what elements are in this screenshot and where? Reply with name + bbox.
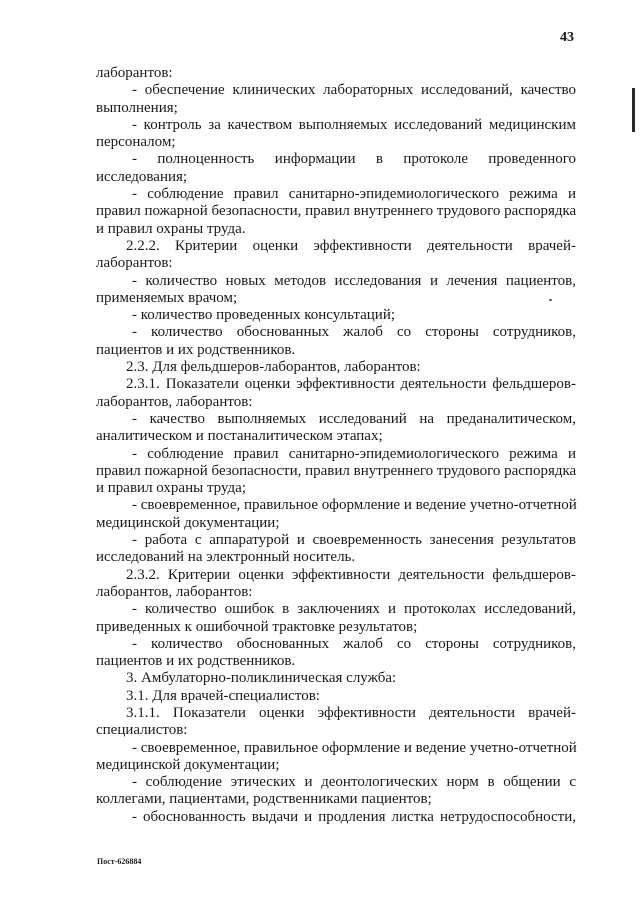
text-line: применяемых врачом;: [96, 289, 238, 306]
text-line: 3.1. Для врачей-специалистов:: [126, 687, 320, 704]
text-line: коллегами, пациентами, родственниками пациентов;: [96, 791, 432, 808]
text-line: лаборантов:: [96, 65, 173, 81]
text-line: исследования;: [96, 168, 188, 185]
text-line: - соблюдение правил санитарно-эпидемиологического режима и: [132, 445, 576, 462]
text-line: медицинской документации;: [96, 756, 280, 773]
text-line: 2.3.1. Показатели оценки эффективности деятельности фельдшеров-: [126, 376, 576, 393]
text-line: - полноценность информации в протоколе проведенного: [132, 151, 576, 168]
text-line: пациентов и их родственников.: [96, 653, 296, 670]
page-number: 43: [560, 30, 574, 45]
footer-document-code: Пост-626884: [97, 857, 142, 866]
text-line: 2.3.2. Критерии оценки эффективности деятельности фельдшеров-: [126, 566, 576, 583]
text-line: - своевременное, правильное оформление и ведение учетно-отчетной: [132, 739, 577, 756]
text-line: медицинской документации;: [96, 514, 280, 531]
text-line: - количество обоснованных жалоб со стороны сотрудников,: [132, 635, 576, 652]
text-line: 2.2.2. Критерии оценки эффективности деятельности врачей-: [126, 237, 576, 254]
text-line: - своевременное, правильное оформление и ведение учетно-отчетной: [132, 497, 577, 514]
text-line: - обеспечение клинических лабораторных исследований, качество: [132, 82, 576, 99]
document-body: [96, 65, 576, 826]
text-line: - количество ошибок в заключениях и протоколах исследований,: [132, 601, 576, 618]
text-line: персоналом;: [96, 134, 176, 151]
text-line: приведенных к ошибочной трактовке результатов;: [96, 618, 418, 635]
text-line: 3.1.1. Показатели оценки эффективности деятельности врачей-: [126, 704, 576, 721]
text-line: выполнения;: [96, 99, 178, 116]
text-line: пациентов и их родственников.: [96, 341, 296, 358]
text-line: - количество новых методов исследования и лечения пациентов,: [132, 272, 576, 289]
text-line: - количество обоснованных жалоб со стороны сотрудников,: [132, 324, 576, 341]
text-line: аналитическом и постаналитическом этапах;: [96, 428, 383, 445]
text-line: - качество выполняемых исследований на преданалитическом,: [132, 410, 576, 427]
text-line: - количество проведенных консультаций;: [132, 307, 396, 324]
text-line: - контроль за качеством выполняемых исследований медицинским: [132, 116, 576, 133]
text-line: лаборантов:: [96, 255, 173, 272]
text-line: лаборантов, лаборантов:: [96, 583, 253, 600]
scan-edge-mark: [632, 88, 635, 132]
text-line: и правил охраны труда.: [96, 220, 246, 237]
text-line: правил пожарной безопасности, правил внутреннего трудового распорядка: [96, 462, 577, 479]
text-line: исследований на электронный носитель.: [96, 549, 356, 566]
text-line: - работа с аппаратурой и своевременность занесения результатов: [132, 532, 576, 549]
text-line: - обоснованность выдачи и продления листка нетрудоспособности,: [132, 808, 576, 825]
text-line: и правил охраны труда;: [96, 480, 246, 497]
text-line: правил пожарной безопасности, правил внутреннего трудового распорядка: [96, 203, 577, 220]
text-line: - соблюдение правил санитарно-эпидемиологического режима и: [132, 186, 576, 203]
text-line: специалистов:: [96, 722, 188, 739]
text-line: лаборантов, лаборантов:: [96, 393, 253, 410]
text-line: - соблюдение этических и деонтологических норм в общении с: [132, 774, 576, 791]
text-line: 3. Амбулаторно-поликлиническая служба:: [126, 670, 397, 687]
text-line: 2.3. Для фельдшеров-лаборантов, лаборантов:: [126, 359, 421, 376]
